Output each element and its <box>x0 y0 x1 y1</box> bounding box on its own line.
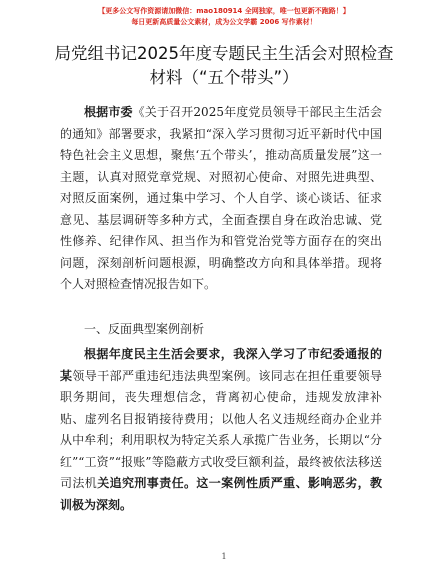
page-number: 1 <box>221 552 227 561</box>
promo-banner-line2: 每日更新高质量公文素材，成为公文学霸 2006 写作素材！ <box>131 18 317 26</box>
section-heading: 一、反面典型案例剖析 <box>84 322 205 336</box>
document-title: 局党组书记2025年度专题民主生活会对照检查材料（“五个带头”） <box>54 44 394 87</box>
promo-banner-line1: 【更多公文写作资源请加微信：mao180914 全网独家，唯一包更新不跑路！】 <box>98 7 350 15</box>
intro-paragraph <box>60 102 382 296</box>
case-paragraph <box>60 344 382 516</box>
case-lead: 根据年度民主生活会要求，我深入学习了市纪委通报的某 <box>60 347 382 383</box>
case-body: 领导干部严重违纪违法典型案例。该同志在担任重要领导职务期间，丧失理想信念，背离初心使命，违规发放津补贴、虚列名目报销接待费用；以他人名义违规经商办企业并从中牟利；利用职权为特定关系人承揽广告业务，长期以“分红”“工资”“报账”等隐蔽方式收受巨额利益，最终被依法移送司法机 <box>60 368 382 490</box>
case-conclusion: 关追究刑事责任。这一案例性质严重、影响恶劣，教训极为深刻。 <box>60 476 382 512</box>
intro-lead: 根据市委 <box>84 105 133 119</box>
intro-body: 《关于召开2025年度党员领导干部民主生活会的通知》部署要求，我紧扣“深入学习贯彻习近平新时代中国特色社会主义思想，聚焦‘五个带头’，推动高质量发展”这一主题，认真对照党章党规、对照初心使命、对照先进典型、对照反面案例，通过集中学习、个人自学、谈心谈话、征求意见、基层调研等多种方式，全面查摆自身在政治忠诚、党性修养、纪律作风、担当作为和管党治党等方面存在的突出问题，深刻剖析问题根源，明确整改方向和具体举措。现将个人对照检查情况报告如下。 <box>60 105 382 291</box>
